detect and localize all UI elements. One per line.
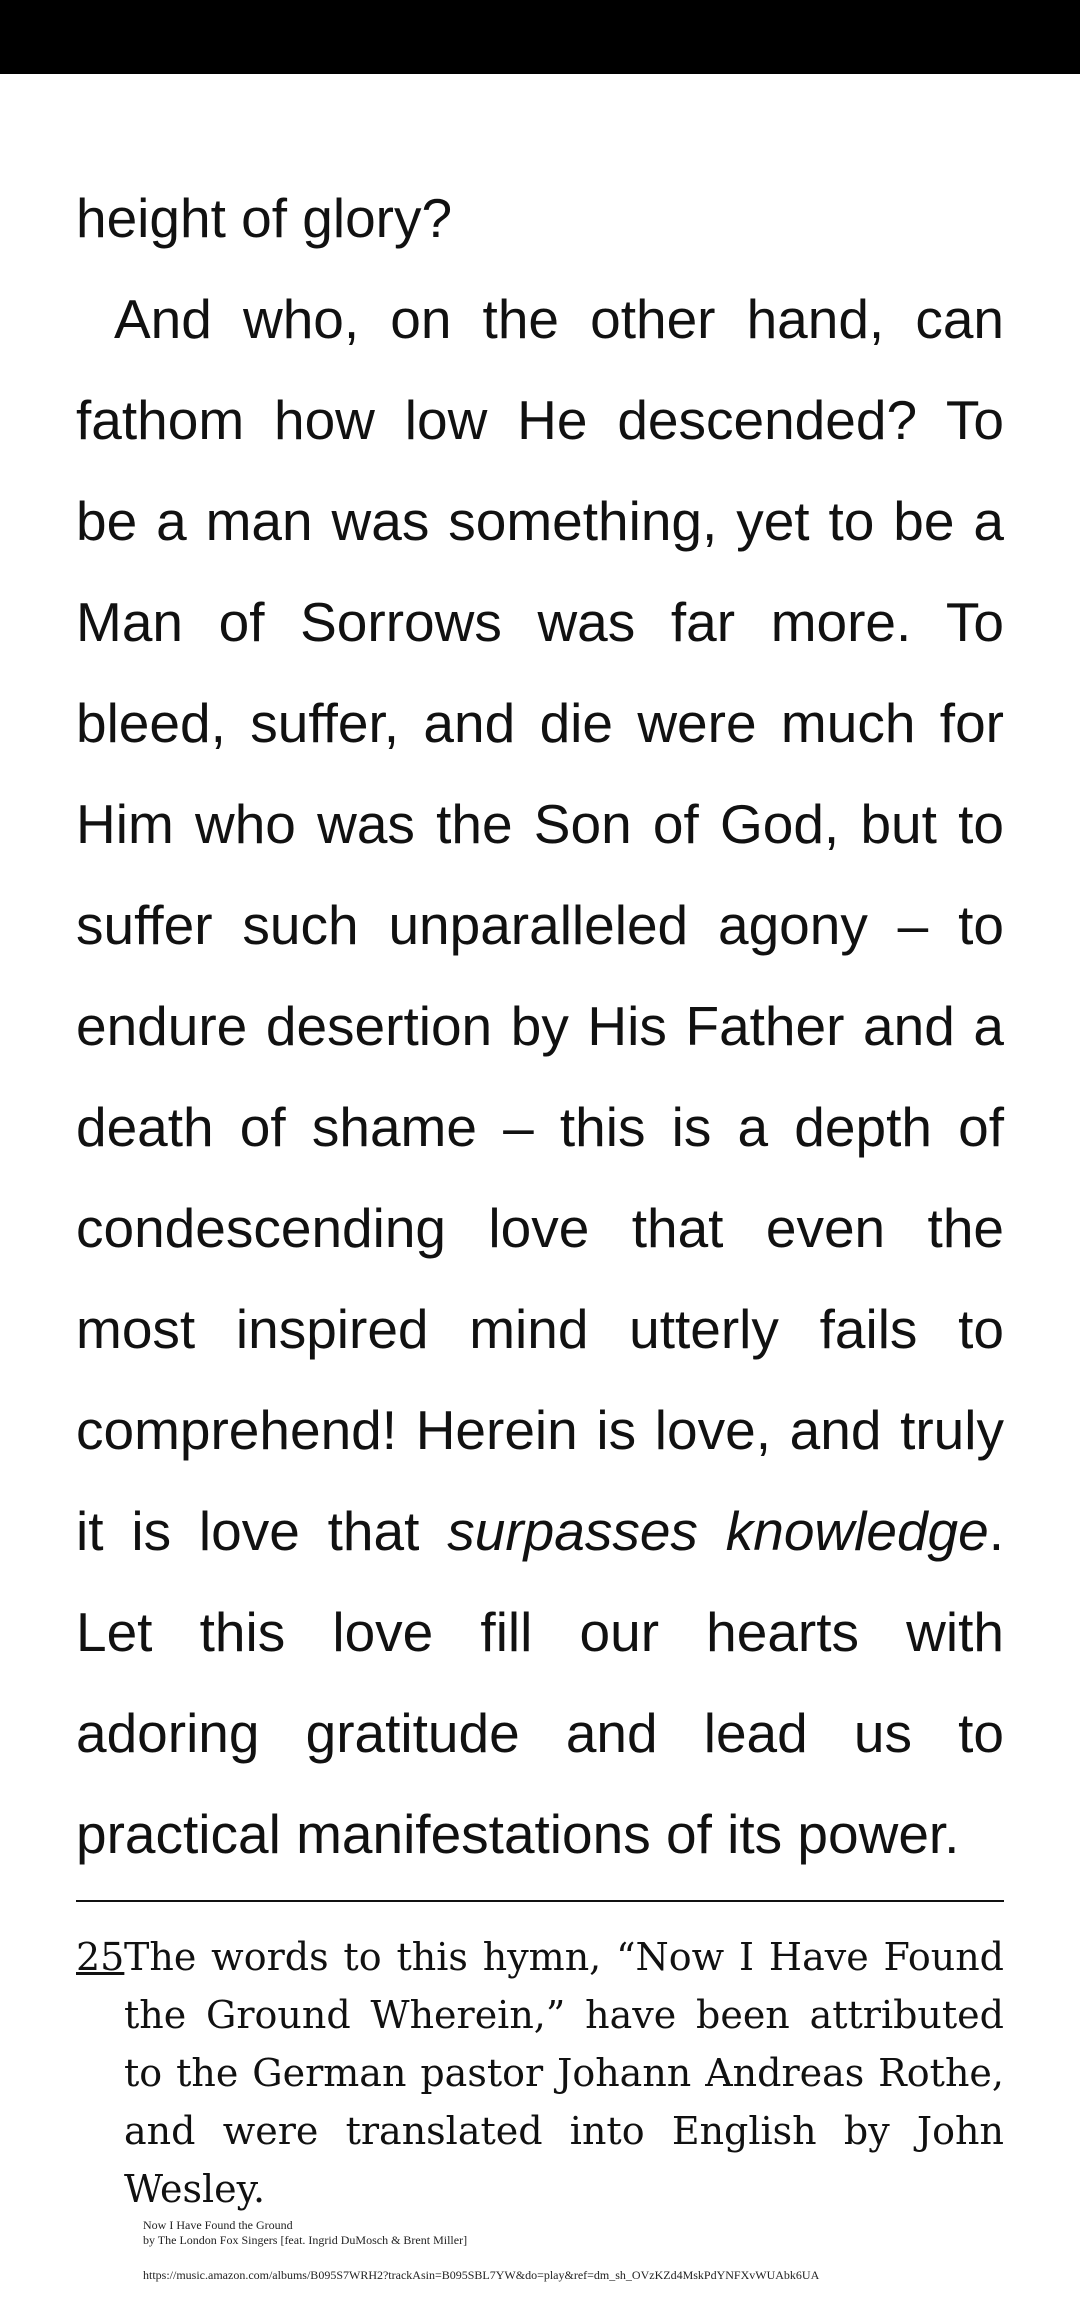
body-text (76, 168, 1004, 1885)
footnote (76, 1928, 1004, 2218)
music-artist: by The London Fox Singers [feat. Ingrid DuMosch & Brent Miller] (143, 2233, 468, 2247)
continuation-line: height of glory? (76, 187, 453, 249)
paragraph-end: . Let this love fill our hearts with adoring gratitude and lead us to practical manifestations of its power. (76, 1500, 1004, 1865)
status-bar (0, 0, 1080, 74)
emphasis-phrase: surpasses knowledge (447, 1500, 989, 1562)
footnote-divider (76, 1900, 1004, 1902)
music-link[interactable]: https://music.amazon.com/albums/B095S7WRH2?trackAsin=B095SBL7YW&do=play&ref=dm_sh_OVzKZd4MskPdYNFXvWUAbk6UA (143, 2268, 820, 2282)
footnote-body (76, 1928, 1004, 2218)
main-paragraph (76, 269, 1004, 1885)
footnote-number-link[interactable]: 25 (76, 1935, 125, 1979)
paragraph-start: And who, on the other hand, can fathom how low He descended? To be a man was something, yet to be a Man of Sorrows was far more. To bleed, suffer, and die were much for Him who was the Son of God, but to suffer such unparalleled agony – to endure desertion by His Father and a death of shame – this is a depth of condescending love that even the most inspired mind utterly fails to comprehend! Herein is love, and truly it is love that (76, 288, 1004, 1562)
reader-page (76, 168, 1004, 1885)
music-credit (143, 2218, 467, 2248)
footnote-text: The words to this hymn, “Now I Have Found the Ground Wherein,” have been attributed to the German pastor Johann Andreas Rothe, and were translated into English by John Wesley. (124, 1935, 1004, 2211)
music-title: Now I Have Found the Ground (143, 2218, 293, 2232)
